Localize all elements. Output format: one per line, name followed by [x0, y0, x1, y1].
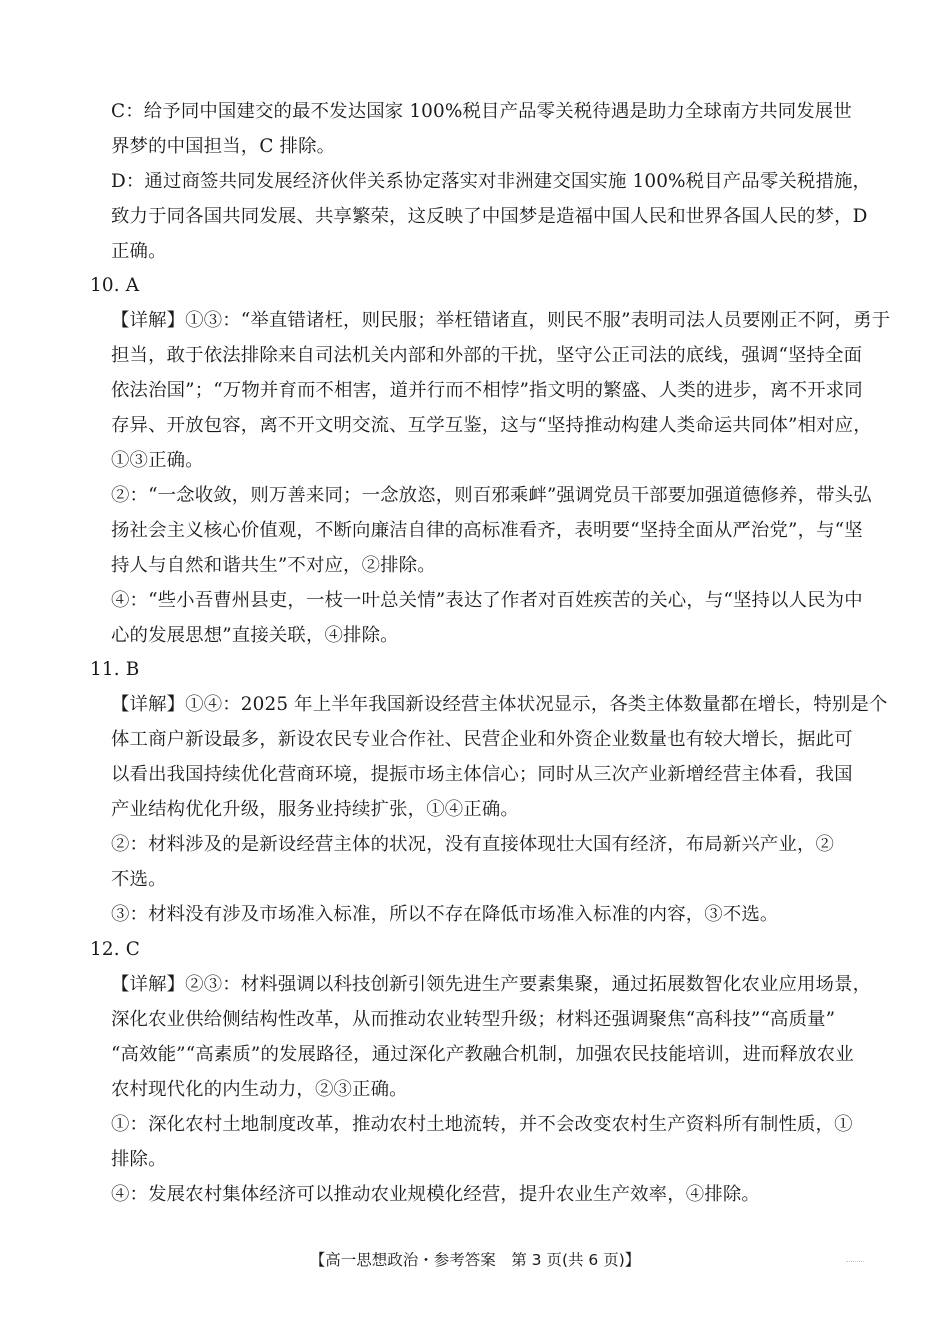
q12-number: 12. C: [90, 939, 140, 960]
q11-detail-line-3: 以看出我国持续优化营商环境，提振市场主体信心；同时从三次产业新增经营主体看，我国: [111, 764, 853, 785]
q9-option-c-line-2: 界梦的中国担当，C 排除。: [111, 136, 336, 157]
q12-option1-line-1: ①：深化农村土地制度改革，推动农村土地流转，并不会改变农村生产资料所有制性质，①: [111, 1114, 853, 1135]
q10-option2-line-3: 持人与自然和谐共生”不对应，②排除。: [111, 555, 436, 576]
q10-detail-line-5: ①③正确。: [111, 450, 204, 471]
q9-option-d-line-1: D：通过商签共同发展经济伙伴关系协定落实对非洲建交国实施 100%税目产品零关税措施，: [111, 171, 872, 192]
q11-option3-line-1: ③：材料没有涉及市场准入标准，所以不存在降低市场准入标准的内容，③不选。: [111, 904, 779, 925]
q9-option-d-line-3: 正确。: [111, 241, 167, 262]
q10-option2-line-1: ②：“一念收敛，则万善来同；一念放恣，则百邪乘衅”强调党员干部要加强道德修养，带头弘: [111, 485, 872, 506]
decorative-dots: [846, 1261, 864, 1264]
q10-detail-line-4: 存异、开放包容，离不开文明交流、互学互鉴，这与“坚持推动构建人类命运共同体”相对应，: [111, 415, 872, 436]
q10-detail-line-1: 【详解】①③：“举直错诸枉，则民服；举枉错诸直，则民不服”表明司法人员要刚正不阿，勇于: [111, 310, 891, 331]
q10-detail-line-3: 依法治国”；“万物并育而不相害，道并行而不相悖”指文明的繁盛、人类的进步，离不开求同: [111, 380, 863, 401]
q11-detail-line-1: 【详解】①④：2025 年上半年我国新设经营主体状况显示，各类主体数量都在增长，特别是个: [111, 694, 888, 715]
q11-detail-line-4: 产业结构优化升级，服务业持续扩张，①④正确。: [111, 799, 519, 820]
q10-number: 10. A: [90, 275, 140, 296]
q12-option4-line-1: ④：发展农村集体经济可以推动农业规模化经营，提升农业生产效率，④排除。: [111, 1184, 760, 1205]
q12-detail-line-2: 深化农业供给侧结构性改革，从而推动农业转型升级；材料还强调聚焦“高科技”“高质量”: [111, 1009, 836, 1030]
q11-option2-line-2: 不选。: [111, 869, 167, 890]
q11-detail-line-2: 体工商户新设最多，新设农民专业合作社、民营企业和外资企业数量也有较大增长，据此可: [111, 729, 853, 750]
q12-detail-line-4: 农村现代化的内生动力，②③正确。: [111, 1079, 408, 1100]
page-footer: 【高一思想政治・参考答案 第 3 页(共 6 页)】: [309, 1251, 641, 1269]
q12-option1-line-2: 排除。: [111, 1149, 167, 1170]
q10-option4-line-2: 心的发展思想”直接关联，④排除。: [111, 625, 399, 646]
q11-option2-line-1: ②：材料涉及的是新设经营主体的状况，没有直接体现壮大国有经济，布局新兴产业，②: [111, 834, 835, 855]
q11-number: 11. B: [90, 659, 140, 680]
q12-detail-line-3: “高效能”“高素质”的发展路径，通过深化产教融合机制，加强农民技能培训，进而释放农业: [111, 1044, 854, 1065]
q10-option4-line-1: ④：“些小吾曹州县吏，一枝一叶总关情”表达了作者对百姓疾苦的关心，与“坚持以人民为中: [111, 590, 863, 611]
q10-option2-line-2: 扬社会主义核心价值观，不断向廉洁自律的高标准看齐，表明要“坚持全面从严治党”，与“坚: [111, 520, 863, 541]
q12-detail-line-1: 【详解】②③：材料强调以科技创新引领先进生产要素集聚，通过拓展数智化农业应用场景，: [111, 974, 872, 995]
q9-option-c-line-1: C：给予同中国建交的最不发达国家 100%税目产品零关税待遇是助力全球南方共同发展世: [111, 101, 852, 122]
q10-detail-line-2: 担当，敢于依法排除来自司法机关内部和外部的干扰，坚守公正司法的底线，强调“坚持全面: [111, 345, 863, 366]
q9-option-d-line-2: 致力于同各国共同发展、共享繁荣，这反映了中国梦是造福中国人民和世界各国人民的梦，D: [111, 206, 868, 227]
